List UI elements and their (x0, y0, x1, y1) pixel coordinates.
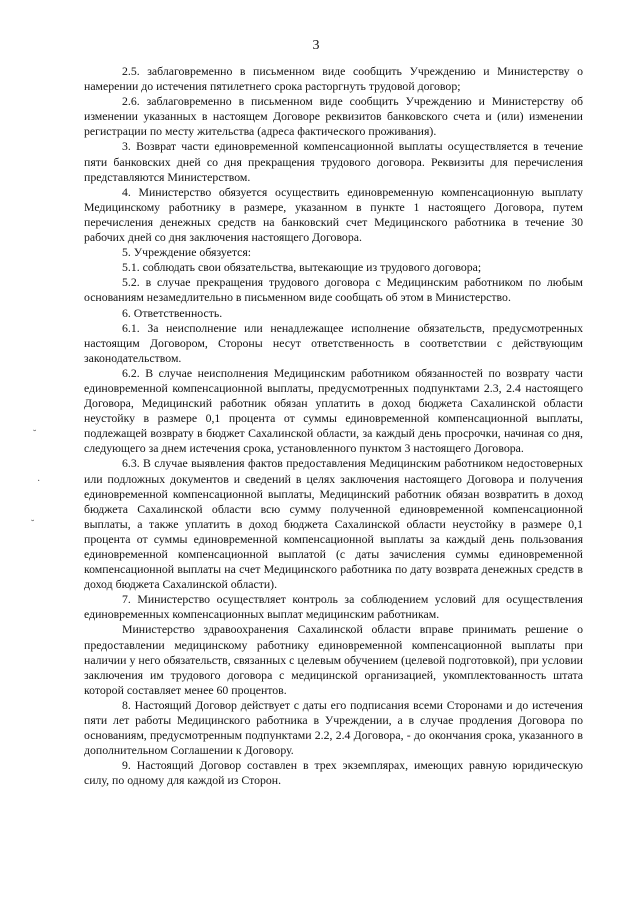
clause-5-2: 5.2. в случае прекращения трудового договора с Медицинским работником по любым основаниям незамедлительно в письменном виде сообщать об этом в Министерство. (84, 275, 583, 305)
clause-6-1: 6.1. За неисполнение или ненадлежащее исполнение обязательств, предусмотренных настоящим Договором, Стороны несут ответственность в соответствии с действующим законодательством. (84, 320, 583, 365)
clause-6-3: 6.3. В случае выявления фактов предоставления Медицинским работником недостоверных или подложных документов и сведений в целях заключения настоящего Договора и получения единовременной компенсационной выплаты, Медицинский работник обязан возвратить в доход бюджета Сахалинской области всю сумму полученной единовременной компенсационной выплаты, а также уплатить в доход бюджета Сахалинской области неустойку в размере 0,1 процента от суммы единовременной компенсационной выплаты за каждый день пользования единовременной компенсационной выплатой (с даты зачисления суммы единовременной компенсационной выплаты на счет Медицинского работника по дату возврата денежных средств в доход бюджета Сахалинской области). (84, 456, 583, 592)
clause-2-6: 2.6. заблаговременно в письменном виде сообщить Учреждению и Министерству об изменении указанных в настоящем Договоре реквизитов банковского счета и (или) изменении регистрации по месту жительства (адреса фактического проживания). (84, 94, 583, 139)
clause-9: 9. Настоящий Договор составлен в трех экземплярах, имеющих равную юридическую силу, по одному для каждой из Сторон. (84, 758, 583, 788)
clause-5: 5. Учреждение обязуется: (122, 245, 252, 260)
page-number: 3 (312, 38, 320, 53)
clause-2-5: 2.5. заблаговременно в письменном виде сообщить Учреждению и Министерству о намерении до истечения пятилетнего срока расторгнуть трудовой договор; (84, 64, 583, 94)
clause-5-1: 5.1. соблюдать свои обязательства, вытекающие из трудового договора; (122, 260, 482, 275)
clause-7: 7. Министерство осуществляет контроль за соблюдением условий для осуществления единовременных компенсационных выплат медицинским работникам. (84, 592, 583, 622)
clause-4: 4. Министерство обязуется осуществить единовременную компенсационную выплату Медицинскому работнику в размере, указанном в пункте 1 настоящего Договора, путем перечисления денежных средств на банковский счет Медицинского работника в течение 30 рабочих дней со дня заключения настоящего Договора. (84, 184, 583, 245)
scan-speck: ˘ (33, 429, 37, 440)
clause-6-heading: 6. Ответственность. (122, 305, 223, 320)
clause-8: 8. Настоящий Договор действует с даты его подписания всеми Сторонами и до истечения пяти лет работы Медицинского работника в Учреждении, а в случае продления Договора по основаниям, предусмотренным подпунктами 2.2, 2.4 Договора, - до окончания срока, указанного в дополнительном Соглашении к Договору. (84, 697, 583, 758)
scan-speck: ˘ (31, 519, 35, 530)
clause-6-2: 6.2. В случае неисполнения Медицинским работником обязанностей по возврату части единовременной компенсационной выплаты, предусмотренных подпунктами 2.3, 2.4 настоящего Договора, Медицинский работник обязан уплатить в доход бюджета Сахалинской области неустойку в размере 0,1 процента от суммы единовременной компенсационной выплаты, подлежащей возврату в бюджет Сахалинской области, за каждый день просрочки, начиная со дня, следующего за днем истечения срока, установленного пунктом 3 настоящего Договора. (84, 365, 583, 456)
clause-7-addendum: Министерство здравоохранения Сахалинской области вправе принимать решение о предоставлении медицинскому работнику единовременной компенсационной выплаты при наличии у него обязательств, связанных с целевым обучением (целевой подготовкой), при условии заключения им трудового договора с медицинской организацией, укомплектованность штата которой составляет менее 60 процентов. (84, 622, 583, 697)
clause-3: 3. Возврат части единовременной компенсационной выплаты осуществляется в течение пяти банковских дней со дня прекращения трудового договора. Реквизиты для перечисления представляются Министерством. (84, 139, 583, 184)
scan-speck: · (37, 476, 41, 487)
document-body (84, 64, 583, 789)
